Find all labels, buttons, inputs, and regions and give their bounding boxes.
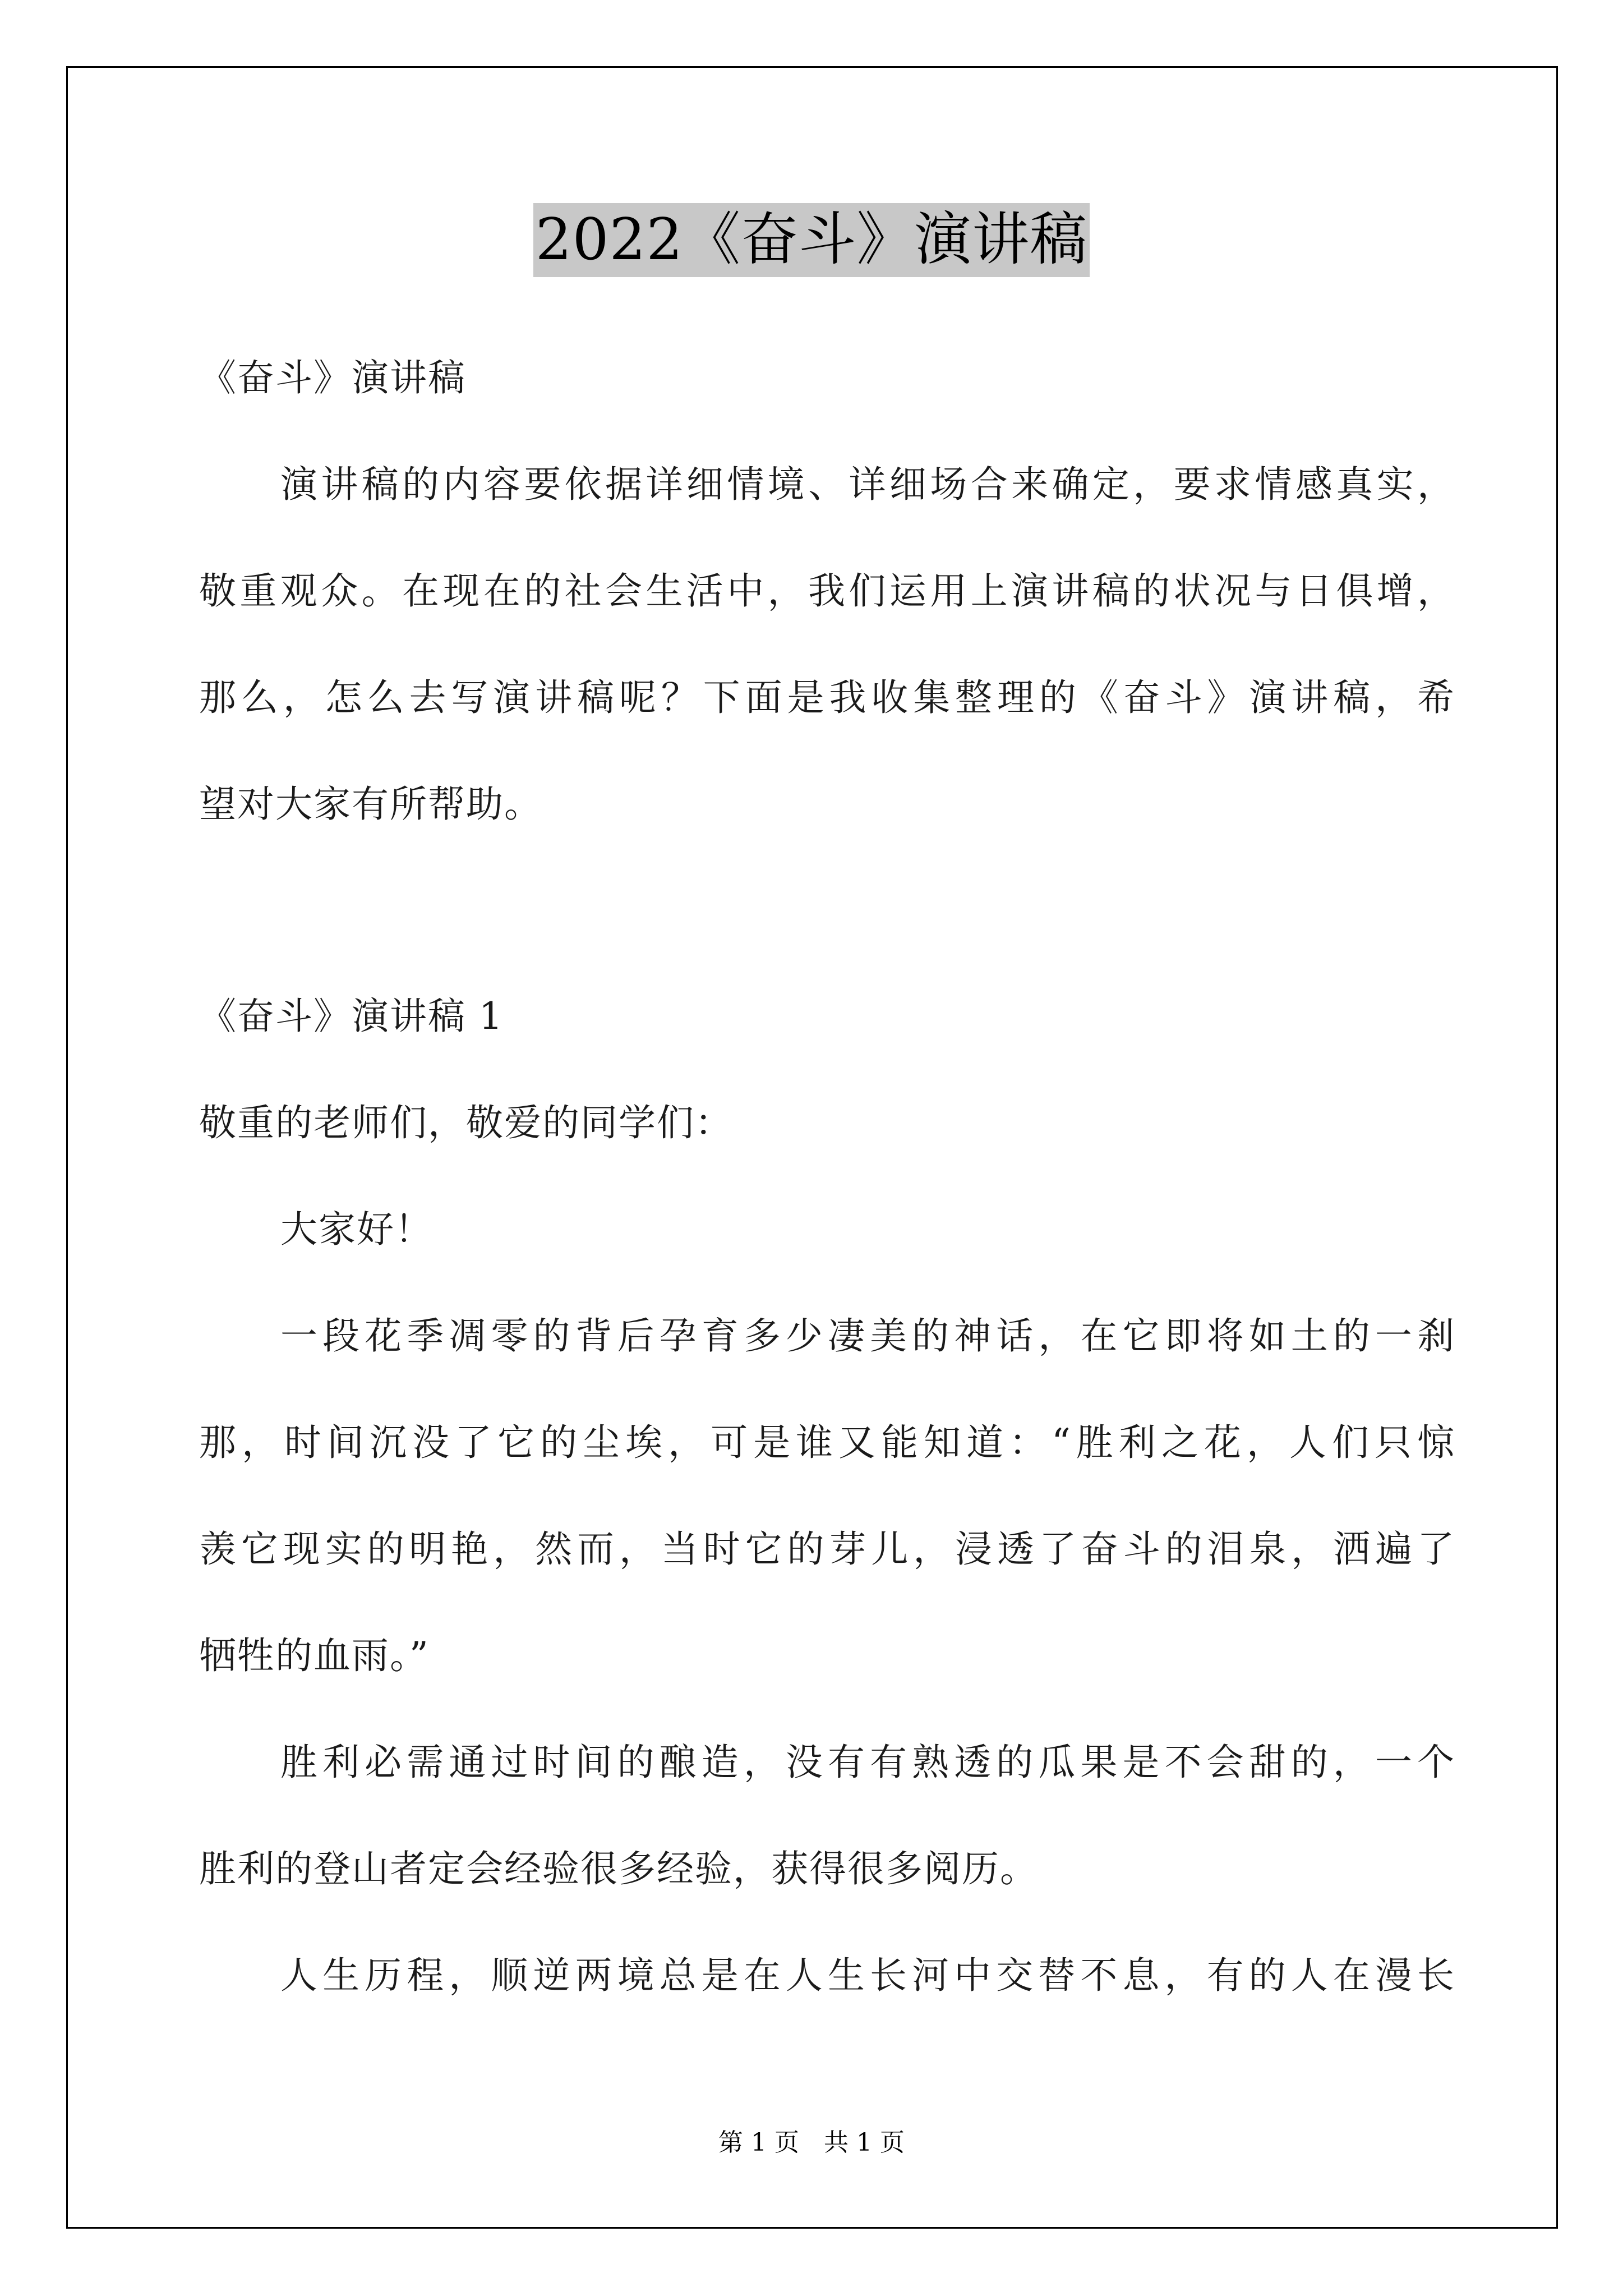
document-title: 2022《奋斗》演讲稿	[533, 203, 1090, 277]
para2-line-1: 胜利必需通过时间的酿造，没有有熟透的瓜果是不会甜的，一个	[280, 1741, 1455, 1784]
intro-line-2: 敬重观众。在现在的社会生活中，我们运用上演讲稿的状况与日俱增，	[199, 569, 1455, 613]
para1-line-3: 羡它现实的明艳，然而，当时它的芽儿，浸透了奋斗的泪泉，洒遍了	[199, 1527, 1455, 1571]
document-subtitle: 《奋斗》演讲稿	[199, 356, 466, 399]
greeting: 大家好！	[280, 1208, 433, 1251]
intro-line-1: 演讲稿的内容要依据详细情境、详细场合来确定，要求情感真实，	[280, 463, 1455, 506]
salutation: 敬重的老师们，敬爱的同学们：	[199, 1101, 733, 1144]
para3-line-1: 人生历程，顺逆两境总是在人生长河中交替不息，有的人在漫长	[280, 1954, 1455, 1997]
page-footer: 第 1 页 共 1 页	[718, 2128, 905, 2157]
para1-line-2: 那，时间沉没了它的尘埃，可是谁又能知道：“胜利之花，人们只惊	[199, 1421, 1455, 1464]
para1-line-1: 一段花季凋零的背后孕育多少凄美的神话，在它即将如土的一刹	[280, 1314, 1455, 1358]
title-container	[0, 203, 1623, 277]
para2-line-2: 胜利的登山者定会经验很多经验，获得很多阅历。	[199, 1847, 1038, 1890]
intro-line-4: 望对大家有所帮助。	[199, 783, 542, 826]
section-heading: 《奋斗》演讲稿 1	[199, 995, 504, 1038]
para1-line-4: 牺牲的血雨。”	[199, 1634, 430, 1677]
intro-line-3: 那么，怎么去写演讲稿呢？下面是我收集整理的《奋斗》演讲稿，希	[199, 676, 1455, 719]
